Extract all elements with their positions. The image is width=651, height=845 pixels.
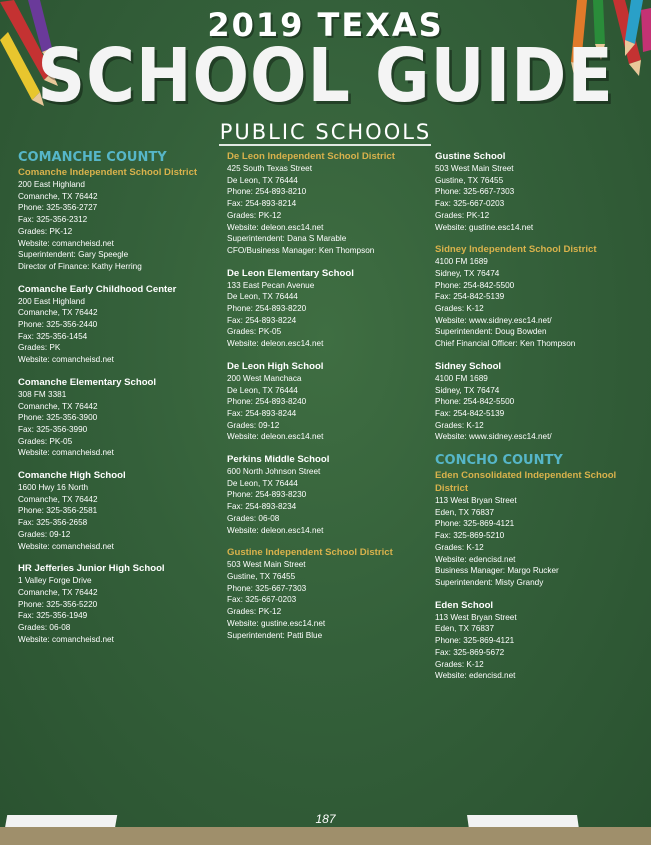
entry-detail-line: 113 West Bryan Street — [435, 612, 517, 622]
entry-detail-line: Grades: 09-12 — [18, 529, 71, 539]
entry-detail-line: Website: deleon.esc14.net — [227, 525, 324, 535]
entry-detail-line: Grades: PK-05 — [227, 327, 282, 337]
entry-detail-line: Superintendent: Dana S Marable — [227, 234, 347, 244]
entry-detail-line: Sidney, TX 76474 — [435, 268, 500, 278]
entry-detail-line: Grades: 09-12 — [227, 420, 280, 430]
county-heading: COMANCHE COUNTY — [18, 150, 167, 165]
entry-detail-line: Grades: K-12 — [435, 542, 484, 552]
header-year-title: 2019 TEXAS — [207, 6, 444, 44]
entry-detail-line: Phone: 325-667-7303 — [435, 187, 515, 197]
entry-detail-line: Phone: 325-869-4121 — [435, 519, 515, 529]
entry-detail-line: 200 West Manchaca — [227, 373, 302, 383]
entry-detail-line: Grades: PK-12 — [435, 210, 490, 220]
entry-detail-line: Comanche, TX 76442 — [18, 401, 98, 411]
entry-detail-line: 200 East Highland — [18, 180, 85, 189]
entry-detail-line: Phone: 254-893-8240 — [227, 397, 307, 407]
entry-detail-line: Website: edencisd.net — [435, 671, 516, 681]
entry-detail-line: Grades: 06-08 — [227, 513, 280, 523]
column-1 — [18, 150, 218, 656]
entry-detail-line: Grades: K-12 — [435, 304, 484, 314]
county-heading: CONCHO COUNTY — [435, 453, 563, 469]
entry-detail-line: Fax: 325-356-3990 — [18, 424, 88, 434]
school-name: HR Jefferies Junior High School — [18, 563, 165, 575]
entry-detail-line: Comanche, TX 76442 — [18, 191, 98, 201]
district-entry — [18, 166, 218, 273]
school-name: Comanche Elementary School — [18, 376, 157, 388]
entry-detail-line: Grades: PK-12 — [227, 607, 282, 617]
entry-detail-line: Phone: 254-893-8220 — [227, 304, 307, 314]
entry-detail-line: Website: comancheisd.net — [18, 541, 114, 551]
entry-detail-line: Fax: 325-667-0203 — [435, 199, 505, 209]
entry-detail-line: Website: edencisd.net — [435, 554, 516, 564]
entry-detail-line: Fax: 254-893-8214 — [227, 199, 297, 209]
column-1-entries — [18, 166, 218, 646]
column-3-entries-before — [435, 150, 635, 443]
district-name: Gustine Independent School District — [227, 547, 393, 559]
entry-detail-line: Phone: 325-356-2581 — [18, 506, 98, 516]
entry-detail-line: 308 FM 3381 — [18, 389, 67, 399]
entry-detail-line: Director of Finance: Kathy Herring — [18, 261, 142, 271]
entry-detail-line: Website: comancheisd.net — [18, 448, 114, 458]
school-name: Eden School — [435, 599, 494, 611]
entry-detail-line: Fax: 325-356-2658 — [18, 518, 88, 528]
entry-detail-line: Fax: 254-842-5139 — [435, 292, 505, 302]
entry-detail-line: Eden, TX 76837 — [435, 507, 495, 517]
entry-detail-line: Fax: 325-667-0203 — [227, 595, 297, 605]
entry-detail-line: Phone: 254-893-8230 — [227, 490, 307, 500]
district-name: Sidney Independent School District — [435, 244, 597, 256]
subtitle-underline — [219, 144, 431, 146]
entry-detail-line: Sidney, TX 76474 — [435, 385, 500, 395]
entry-detail-line: 4100 FM 1689 — [435, 373, 488, 383]
page-number: 187 — [315, 812, 336, 826]
entry-detail-line: Phone: 325-356-2727 — [18, 203, 98, 213]
district-entry — [227, 150, 427, 257]
entry-detail-line: 4100 FM 1689 — [435, 257, 488, 267]
entry-detail-line: De Leon, TX 76444 — [227, 292, 298, 302]
entry-detail-line: Grades: 06-08 — [18, 623, 71, 633]
district-entry — [435, 469, 635, 589]
entry-detail-line: Comanche, TX 76442 — [18, 494, 98, 504]
district-name: De Leon Independent School District — [227, 151, 395, 162]
entry-detail-line: Grades: PK-12 — [227, 210, 282, 220]
entry-detail-line: 1 Valley Forge Drive — [18, 576, 92, 586]
entry-detail-line: Comanche, TX 76442 — [18, 308, 98, 318]
entry-detail-line: Phone: 325-356-3900 — [18, 413, 98, 423]
entry-detail-line: Grades: PK-12 — [18, 226, 73, 236]
entry-detail-line: Superintendent: Doug Bowden — [435, 327, 547, 337]
header-subtitle: PUBLIC SCHOOLS — [219, 120, 432, 144]
district-name: Eden Consolidated Independent School District — [435, 470, 617, 495]
district-name: Comanche Independent School District — [18, 167, 198, 178]
chalkboard-ledge — [0, 827, 651, 845]
school-entry — [18, 283, 218, 366]
school-entry — [227, 267, 427, 350]
entry-detail-line: Fax: 325-869-5672 — [435, 647, 505, 657]
entry-detail-line: Phone: 254-893-8210 — [227, 187, 307, 197]
entry-detail-line: Comanche, TX 76442 — [18, 587, 98, 597]
entry-detail-line: Grades: K-12 — [435, 659, 484, 669]
entry-detail-line: Fax: 254-893-8244 — [227, 408, 297, 418]
entry-detail-line: Fax: 325-356-1454 — [18, 331, 88, 341]
entry-detail-line: Superintendent: Patti Blue — [227, 630, 323, 640]
entry-detail-line: Phone: 254-842-5500 — [435, 397, 515, 407]
school-entry — [227, 453, 427, 536]
entry-detail-line: Fax: 325-356-1949 — [18, 611, 88, 621]
school-name: De Leon Elementary School — [227, 267, 354, 279]
school-entry — [435, 599, 635, 682]
column-2-entries — [227, 150, 427, 641]
entry-detail-line: Phone: 254-842-5500 — [435, 280, 515, 290]
header-main-title: SCHOOL GUIDE — [37, 33, 614, 119]
entry-detail-line: 1600 Hwy 16 North — [18, 483, 89, 493]
entry-detail-line: De Leon, TX 76444 — [227, 175, 298, 185]
entry-detail-line: Gustine, TX 76455 — [227, 571, 296, 581]
entry-detail-line: Chief Financial Officer: Ken Thompson — [435, 339, 576, 349]
entry-detail-line: Grades: K-12 — [435, 420, 484, 430]
entry-detail-line: Website: www.sidney.esc14.net/ — [435, 432, 552, 442]
entry-detail-line: Business Manager: Margo Rucker — [435, 566, 559, 576]
school-name: Comanche High School — [18, 470, 126, 482]
entry-detail-line: Website: comancheisd.net — [18, 355, 114, 365]
entry-detail-line: 113 West Bryan Street — [435, 496, 517, 506]
school-name: De Leon High School — [227, 360, 324, 372]
district-entry — [435, 243, 635, 350]
entry-detail-line: Website: deleon.esc14.net — [227, 432, 324, 442]
entry-detail-line: Superintendent: Misty Grandy — [435, 577, 544, 587]
entry-detail-line: 503 West Main Street — [435, 164, 514, 173]
school-name: Sidney School — [435, 360, 502, 372]
entry-detail-line: Superintendent: Gary Speegle — [18, 250, 129, 260]
column-2 — [227, 150, 427, 651]
school-entry — [435, 150, 635, 233]
entry-detail-line: Website: www.sidney.esc14.net/ — [435, 315, 552, 325]
entry-detail-line: Grades: PK — [18, 343, 61, 353]
entry-detail-line: Fax: 325-869-5210 — [435, 531, 505, 541]
entry-detail-line: Grades: PK-05 — [18, 436, 73, 446]
entry-detail-line: De Leon, TX 76444 — [227, 385, 298, 395]
entry-detail-line: Fax: 254-893-8234 — [227, 502, 297, 512]
entry-detail-line: Eden, TX 76837 — [435, 624, 495, 634]
entry-detail-line: Phone: 325-869-4121 — [435, 636, 515, 646]
entry-detail-line: 425 South Texas Street — [227, 164, 312, 173]
entry-detail-line: 600 North Johnson Street — [227, 467, 321, 477]
entry-detail-line: 503 West Main Street — [227, 560, 306, 570]
district-entry — [227, 546, 427, 641]
entry-detail-line: Website: gustine.esc14.net — [435, 222, 534, 232]
entry-detail-line: De Leon, TX 76444 — [227, 478, 298, 488]
entry-detail-line: Phone: 325-356-5220 — [18, 599, 98, 609]
entry-detail-line: Website: comancheisd.net — [18, 634, 114, 644]
school-entry — [18, 469, 218, 552]
entry-detail-line: 200 East Highland — [18, 296, 85, 306]
entry-detail-line: Fax: 254-842-5139 — [435, 408, 505, 418]
entry-detail-line: Fax: 254-893-8224 — [227, 315, 297, 325]
school-entry — [18, 562, 218, 645]
entry-detail-line: Website: comancheisd.net — [18, 238, 114, 248]
entry-detail-line: Gustine, TX 76455 — [435, 175, 504, 185]
entry-detail-line: CFO/Business Manager: Ken Thompson — [227, 245, 375, 255]
school-name: Comanche Early Childhood Center — [18, 283, 177, 295]
school-entry — [18, 376, 218, 459]
entry-detail-line: Website: deleon.esc14.net — [227, 339, 324, 349]
school-name: Perkins Middle School — [227, 454, 330, 466]
school-name: Gustine School — [435, 151, 506, 162]
entry-detail-line: Website: gustine.esc14.net — [227, 618, 326, 628]
entry-detail-line: Fax: 325-356-2312 — [18, 215, 88, 225]
school-entry — [435, 360, 635, 443]
column-3-entries-after — [435, 469, 635, 682]
entry-detail-line: Phone: 325-667-7303 — [227, 583, 307, 593]
entry-detail-line: 133 East Pecan Avenue — [227, 280, 315, 290]
entry-detail-line: Website: deleon.esc14.net — [227, 222, 324, 232]
school-entry — [227, 360, 427, 443]
column-3 — [435, 150, 635, 692]
entry-detail-line: Phone: 325-356-2440 — [18, 320, 98, 330]
